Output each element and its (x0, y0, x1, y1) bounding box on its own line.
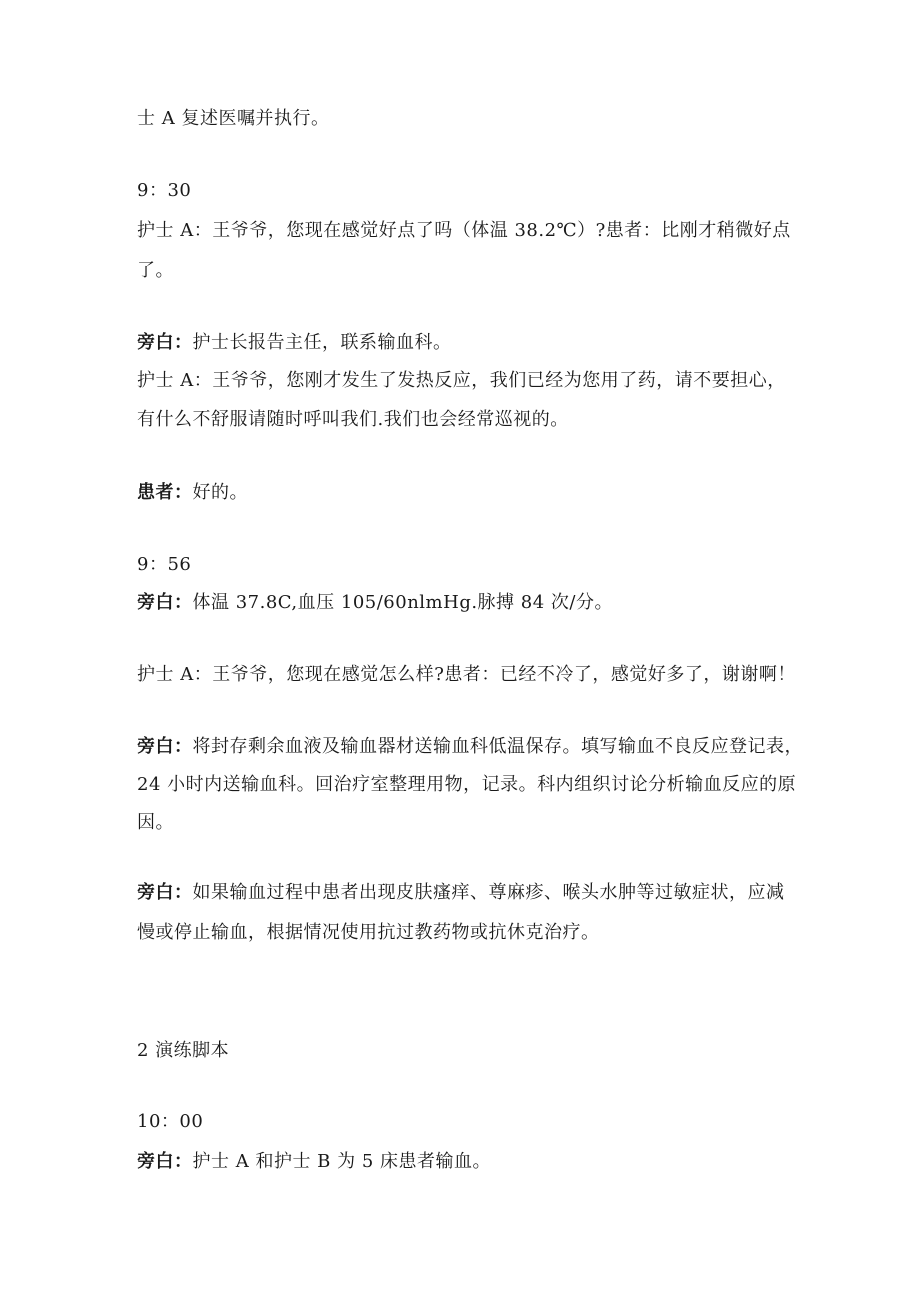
narration-line (137, 1150, 491, 1174)
timestamp-line (137, 553, 191, 577)
line-text: 24 小时内送输血科。回治疗室整理用物，记录。科内组织讨论分析输血反应的原 (137, 774, 797, 795)
speaker-label: 患者： (137, 482, 193, 503)
dialogue-line (137, 481, 248, 505)
line-text: 护士 A 和护士 B 为 5 床患者输血。 (192, 1151, 492, 1172)
line-text: 好的。 (192, 482, 248, 503)
dialogue-line (137, 219, 791, 243)
line-text: 将封存剩余血液及输血器材送输血科低温保存。填写输血不良反应登记表， (192, 736, 803, 757)
timestamp-line (137, 1110, 203, 1134)
speaker-label: 旁白： (137, 736, 193, 757)
speaker-label: 旁白： (137, 882, 193, 903)
line-text: 护士 A：王爷爷，您刚才发生了发热反应，我们已经为您用了药，请不要担心， (137, 370, 786, 391)
line-text: 护士长报告主任，联系输血科。 (192, 332, 452, 353)
line-text: 慢或停止输血，根据情况使用抗过教药物或抗休克治疗。 (137, 922, 600, 943)
text-line (137, 107, 329, 131)
line-text: 因。 (137, 812, 174, 833)
line-text: 2 演练脚本 (137, 1040, 230, 1061)
line-text: 体温 37.8C,血压 105/60nlmHg.脉搏 84 次/分。 (192, 592, 613, 613)
dialogue-line (137, 663, 796, 687)
text-line (137, 408, 569, 432)
text-line (137, 773, 796, 797)
speaker-label: 旁白： (137, 1151, 193, 1172)
timestamp: 9：56 (137, 554, 192, 575)
timestamp: 10：00 (137, 1111, 204, 1132)
narration-line (137, 331, 452, 355)
line-text: 护士 A：王爷爷，您现在感觉怎么样?患者：已经不冷了，感觉好多了，谢谢啊！ (137, 664, 796, 685)
narration-line (137, 591, 613, 615)
timestamp: 9：30 (137, 180, 192, 201)
text-line (137, 811, 174, 835)
line-text: 了。 (137, 260, 174, 281)
text-line (137, 921, 600, 945)
line-text: 有什么不舒服请随时呼叫我们.我们也会经常巡视的。 (137, 409, 569, 430)
narration-line (137, 735, 803, 759)
narration-line (137, 881, 785, 905)
dialogue-line (137, 369, 786, 393)
timestamp-line (137, 179, 191, 203)
text-line (137, 259, 174, 283)
line-text: 护士 A：王爷爷，您现在感觉好点了吗（体温 38.2℃）?患者：比刚才稍微好点 (137, 220, 791, 241)
line-text: 如果输血过程中患者出现皮肤瘙痒、尊麻疹、喉头水肿等过敏症状，应减 (192, 882, 785, 903)
section-heading (137, 1039, 229, 1063)
speaker-label: 旁白： (137, 592, 193, 613)
line-text: 士 A 复述医嘱并执行。 (137, 108, 330, 129)
speaker-label: 旁白： (137, 332, 193, 353)
